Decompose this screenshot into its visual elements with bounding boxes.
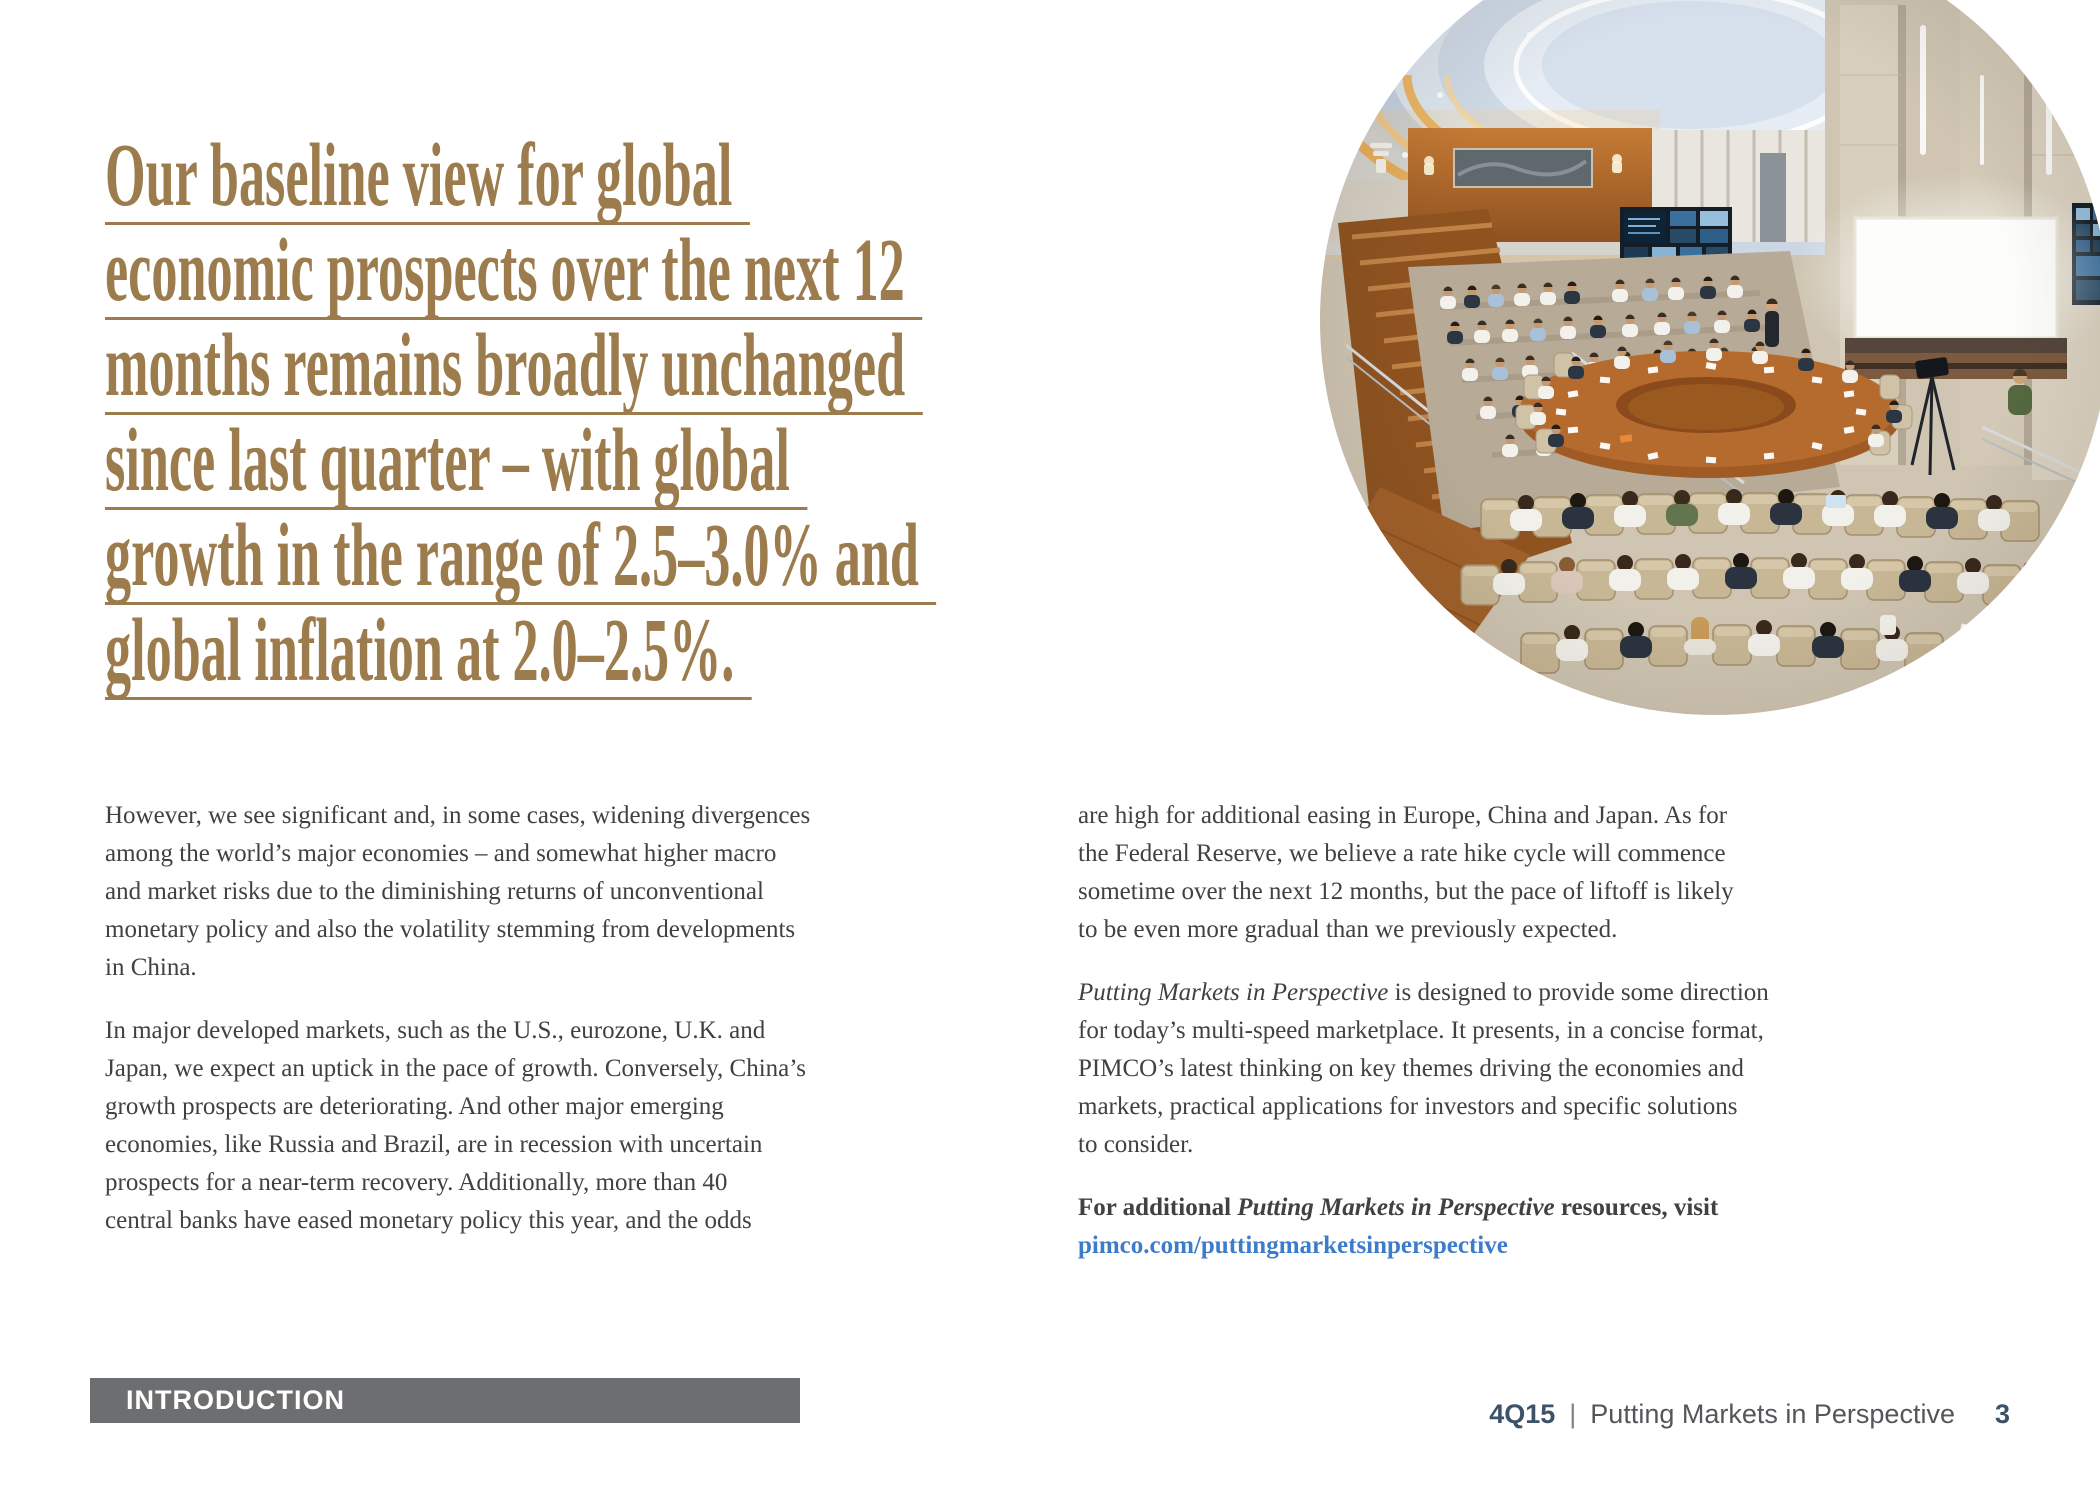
- conference-room-photo: [1320, 0, 2100, 715]
- headline-line: Our baseline view for global: [105, 130, 750, 225]
- text-line: [1078, 1088, 2023, 1126]
- text-segment: the Federal Reserve, we believe a rate hike cycle will commence: [1078, 840, 1726, 867]
- text-line: [105, 1202, 1045, 1240]
- text-line: [1078, 1189, 2023, 1227]
- text-segment: sometime over the next 12 months, but the pace of liftoff is likely: [1078, 878, 1734, 905]
- text-segment: and market risks due to the diminishing returns of unconventional: [105, 878, 764, 905]
- text-line: [1078, 797, 2023, 835]
- text-line: [105, 911, 1045, 949]
- text-line: [105, 949, 1045, 987]
- text-segment: Putting Markets in Perspective: [1237, 1194, 1555, 1221]
- text-segment: central banks have eased monetary policy this year, and the odds: [105, 1207, 752, 1234]
- publication-title: Putting Markets in Perspective: [1590, 1398, 1955, 1429]
- body-left-column: [105, 797, 1045, 1240]
- headline-line: global inflation at 2.0–2.5%.: [105, 605, 752, 700]
- conference-room-illustration: [1320, 0, 2100, 715]
- text-line: [1078, 873, 2023, 911]
- text-line: [105, 1050, 1045, 1088]
- headline-line: growth in the range of 2.5–3.0% and: [105, 510, 936, 605]
- text-segment: to consider.: [1078, 1131, 1194, 1158]
- text-segment: in China.: [105, 954, 197, 981]
- text-segment: growth prospects are deteriorating. And other major emerging: [105, 1093, 724, 1120]
- paragraph: [1078, 1189, 2023, 1265]
- text-line: [1078, 835, 2023, 873]
- text-segment: However, we see significant and, in some cases, widening divergences: [105, 802, 811, 829]
- text-segment: markets, practical applications for investors and specific solutions: [1078, 1093, 1738, 1120]
- headline-line: months remains broadly unchanged: [105, 320, 923, 415]
- text-line: [1078, 1227, 2023, 1265]
- text-line: [1078, 1050, 2023, 1088]
- headline-line: since last quarter – with global: [105, 415, 807, 510]
- text-segment: prospects for a near-term recovery. Additionally, more than 40: [105, 1169, 728, 1196]
- paragraph: [105, 797, 1045, 987]
- text-segment: monetary policy and also the volatility stemming from developments: [105, 916, 796, 943]
- pimco-link[interactable]: pimco.com/puttingmarketsinperspective: [1078, 1232, 1508, 1259]
- text-line: [1078, 1012, 2023, 1050]
- text-line: [105, 797, 1045, 835]
- edition-label: 4Q15: [1489, 1398, 1556, 1429]
- text-segment: For additional: [1078, 1194, 1238, 1221]
- text-line: [105, 835, 1045, 873]
- text-line: [1078, 1126, 2023, 1164]
- headline: [105, 126, 936, 700]
- text-line: [1078, 974, 2023, 1012]
- paragraph: [105, 1012, 1045, 1240]
- text-segment: Putting Markets in Perspective: [1078, 979, 1389, 1006]
- text-segment: PIMCO’s latest thinking on key themes driving the economies and: [1078, 1055, 1744, 1082]
- section-label: INTRODUCTION: [126, 1385, 345, 1415]
- text-segment: are high for additional easing in Europe, China and Japan. As for: [1078, 802, 1728, 829]
- paragraph: [1078, 797, 2023, 949]
- section-tab-introduction: [90, 1378, 800, 1423]
- text-line: [105, 1164, 1045, 1202]
- text-line: [105, 1012, 1045, 1050]
- body-right-column: [1078, 797, 2023, 1265]
- headline-line: economic prospects over the next 12: [105, 225, 922, 320]
- text-line: [105, 1126, 1045, 1164]
- text-segment: is designed to provide some direction: [1388, 979, 1769, 1006]
- footer-meta: [1489, 1394, 2010, 1434]
- page-number: 3: [1994, 1398, 2010, 1429]
- text-line: [105, 873, 1045, 911]
- text-segment: Japan, we expect an uptick in the pace of growth. Conversely, China’s: [105, 1055, 806, 1082]
- text-segment: In major developed markets, such as the U.S., eurozone, U.K. and: [105, 1017, 766, 1044]
- text-line: [105, 1088, 1045, 1126]
- text-segment: to be even more gradual than we previously expected.: [1078, 916, 1618, 943]
- text-segment: resources, visit: [1554, 1194, 1719, 1221]
- text-line: [1078, 911, 2023, 949]
- text-segment: among the world’s major economies – and somewhat higher macro: [105, 840, 777, 867]
- text-segment: economies, like Russia and Brazil, are in recession with uncertain: [105, 1131, 763, 1158]
- footer-separator: |: [1569, 1398, 1577, 1429]
- text-segment: for today’s multi-speed marketplace. It presents, in a concise format,: [1078, 1017, 1764, 1044]
- paragraph: [1078, 974, 2023, 1164]
